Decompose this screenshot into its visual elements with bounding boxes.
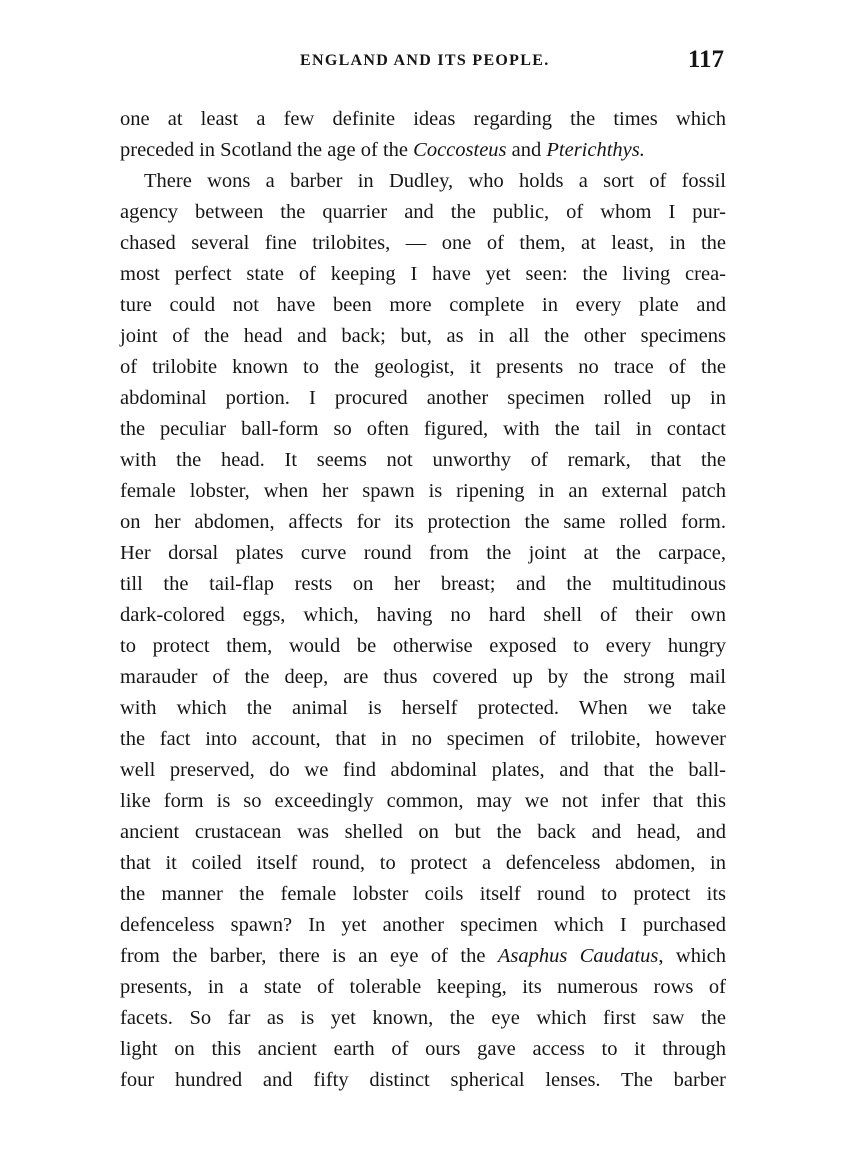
text-line: preceded in Scotland the age of the Coccosteus and Pterichthys. [120,139,645,161]
text-line: of trilobite known to the geologist, it presents no trace of the [120,356,726,378]
text-line: light on this ancient earth of ours gave access to it through [120,1038,726,1060]
text-line: marauder of the deep, are thus covered up by the strong mail [120,666,726,688]
text-line: to protect them, would be otherwise exposed to every hungry [120,635,726,657]
text-line: agency between the quarrier and the public, of whom I pur- [120,201,726,223]
body-text [120,104,726,1096]
text-line: the fact into account, that in no specimen of trilobite, however [120,728,726,750]
text-line: one at least a few definite ideas regarding the times which [120,108,726,130]
text-line: Her dorsal plates curve round from the joint at the carpace, [120,542,726,564]
text-line: the manner the female lobster coils itself round to protect its [120,883,726,905]
text-line: defenceless spawn? In yet another specimen which I purchased [120,914,726,936]
text-line: chased several fine trilobites, — one of them, at least, in the [120,232,726,254]
text-line: the peculiar ball-form so often figured, with the tail in contact [120,418,726,440]
running-head [120,46,726,80]
text-line: four hundred and fifty distinct spherical lenses. The barber [120,1069,726,1091]
running-title: ENGLAND AND ITS PEOPLE. [300,52,550,69]
text-line: with the head. It seems not unworthy of remark, that the [120,449,726,471]
text-line: well preserved, do we find abdominal plates, and that the ball- [120,759,726,781]
text-line: like form is so exceedingly common, may we not infer that this [120,790,726,812]
text-line: on her abdomen, affects for its protection the same rolled form. [120,511,726,533]
text-line: with which the animal is herself protected. When we take [120,697,726,719]
text-line: joint of the head and back; but, as in all the other specimens [120,325,726,347]
text-line: till the tail-flap rests on her breast; and the multitudinous [120,573,726,595]
page-number: 117 [687,46,724,73]
text-line: There wons a barber in Dudley, who holds a sort of fossil [144,170,726,192]
text-line: most perfect state of keeping I have yet seen: the living crea- [120,263,726,285]
text-line: ture could not have been more complete in every plate and [120,294,726,316]
text-line: dark-colored eggs, which, having no hard shell of their own [120,604,726,626]
text-line: that it coiled itself round, to protect a defenceless abdomen, in [120,852,726,874]
text-line: from the barber, there is an eye of the Asaphus Caudatus, which [120,945,726,967]
text-line: abdominal portion. I procured another specimen rolled up in [120,387,726,409]
text-line: facets. So far as is yet known, the eye which first saw the [120,1007,726,1029]
text-line: ancient crustacean was shelled on but the back and head, and [120,821,726,843]
text-line: presents, in a state of tolerable keeping, its numerous rows of [120,976,726,998]
text-line: female lobster, when her spawn is ripening in an external patch [120,480,726,502]
